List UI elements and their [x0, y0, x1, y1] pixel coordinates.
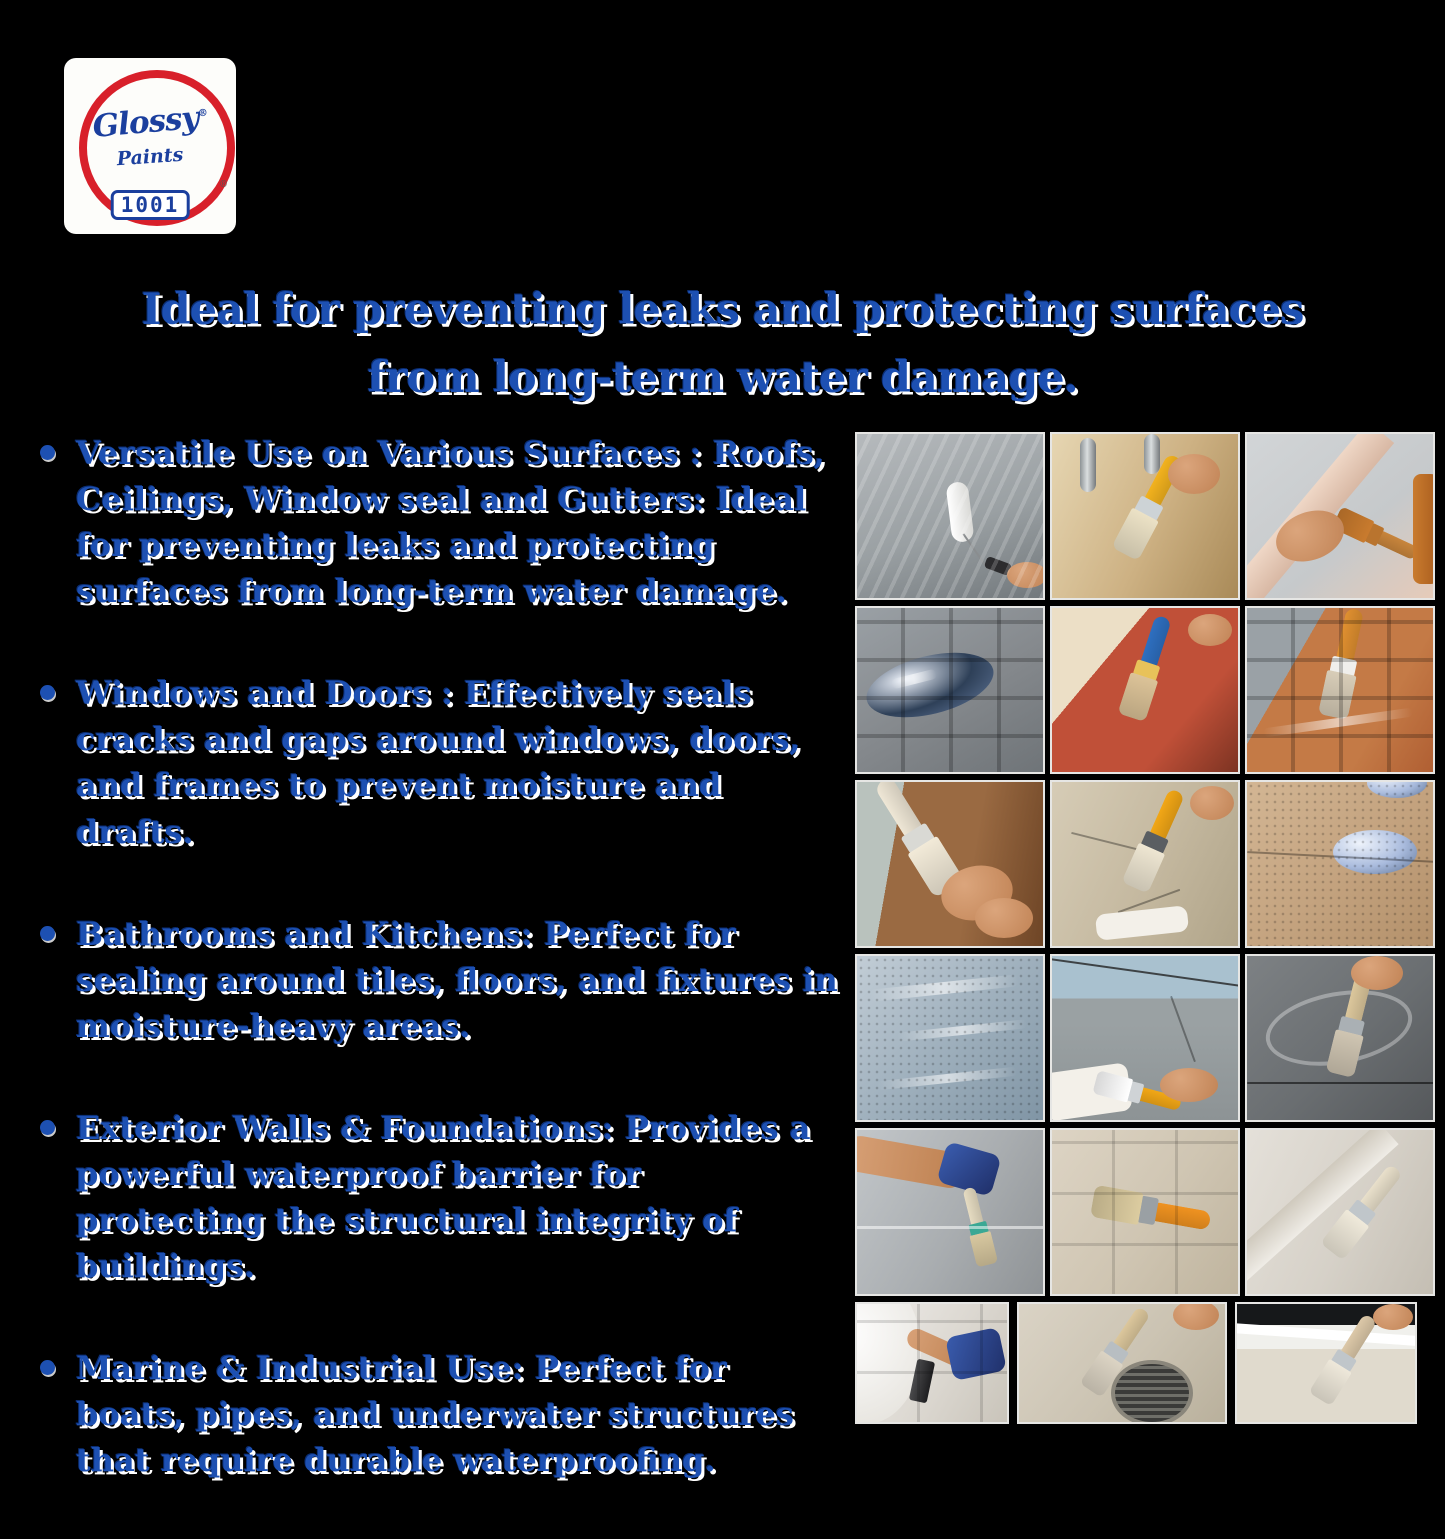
bullet-text-bathrooms-kitchens: Bathrooms and Kitchens: Perfect for sealing around tiles, floors, and fixtures in moisture-heavy areas.	[76, 914, 838, 1045]
photo-wood-brush-concrete-corner	[1245, 432, 1435, 600]
gloss-highlight	[890, 669, 937, 690]
photo-sealing-toilet-base	[855, 1302, 1009, 1424]
roller-handle	[984, 556, 1013, 576]
bullet-dot-icon	[40, 1360, 55, 1375]
paint-brush-icon	[1298, 1307, 1388, 1418]
bullet-text-marine-industrial: Marine & Industrial Use: Perfect for boats, pipes, and underwater structures that require durable waterproofing.	[76, 1349, 794, 1480]
list-item	[40, 430, 840, 614]
hand	[1168, 454, 1220, 494]
paint-brush-icon	[1078, 1175, 1214, 1245]
hand	[1190, 786, 1234, 820]
paint-brush-icon	[1108, 611, 1185, 734]
photo-grid	[855, 432, 1437, 1424]
photo-brush-brick-tiles	[1245, 606, 1435, 774]
crack-line	[1170, 996, 1196, 1062]
gloss-highlight	[1263, 708, 1413, 738]
hand	[1160, 1068, 1218, 1102]
white-sealant-patch	[1095, 905, 1189, 940]
photo-brush-cracked-wall-sky	[1050, 954, 1240, 1122]
photo-yellow-brush-deck	[1050, 432, 1240, 600]
logo-sub-text: Paints	[116, 143, 184, 171]
list-item	[40, 911, 840, 1049]
gloss-highlight	[897, 1019, 1027, 1042]
hand	[975, 898, 1033, 938]
photo-brush-beige-tiles	[1050, 1128, 1240, 1296]
bullet-dot-icon	[40, 685, 55, 700]
bullet-dot-icon	[40, 445, 55, 460]
photo-roller-grey-wall	[855, 432, 1045, 600]
hand	[1007, 562, 1045, 588]
surface-edge	[857, 1226, 1045, 1229]
registered-mark-icon: ®	[219, 180, 228, 190]
toilet-base	[855, 1302, 921, 1424]
photo-white-brush-door-frame	[855, 780, 1045, 948]
headline-line-2: from long-term water damage.	[367, 352, 1078, 403]
power-line	[1050, 957, 1240, 988]
paint-brush-icon	[953, 1184, 1005, 1276]
bullet-dot-icon	[40, 926, 55, 941]
bullet-text-versatile-use: Versatile Use on Various Surfaces : Roofs, Ceilings, Window seal and Gutters: Ideal for preventing leaks and protecting surfaces from long-term water damage.	[76, 434, 825, 611]
hand	[1188, 614, 1232, 646]
photo-brush-cracked-windowsill	[1050, 780, 1240, 948]
bullet-text-windows-doors: Windows and Doors : Effectively seals cracks and gaps around windows, doors, and frames to prevent moisture and drafts.	[76, 674, 801, 851]
roller-wire	[963, 533, 990, 570]
bullet-list	[40, 430, 840, 1539]
joint-line	[1247, 851, 1435, 863]
bullet-dot-icon	[40, 1120, 55, 1135]
bullet-text-exterior-walls: Exterior Walls & Foundations: Provides a powerful waterproof barrier for protecting the structural integrity of buildings.	[76, 1108, 811, 1286]
logo-brand-word: Glossy	[91, 99, 200, 145]
registered-mark-icon: ®	[197, 107, 208, 120]
list-item	[40, 1105, 840, 1289]
photo-sealant-brick-ledge	[855, 606, 1045, 774]
photo-grid-row-6	[855, 1302, 1437, 1424]
photo-blue-blob-granite	[1245, 780, 1435, 948]
logo-1001-badge: 1001	[111, 190, 190, 220]
hand	[1173, 1302, 1219, 1330]
sealant-blob-icon	[1333, 830, 1417, 874]
headline	[0, 277, 1445, 413]
paint-brush-icon	[1309, 606, 1378, 731]
brand-logo	[64, 58, 236, 234]
photo-clear-coated-slab	[855, 954, 1045, 1122]
hand	[1373, 1304, 1413, 1330]
steel-post-icon	[1080, 438, 1096, 492]
photo-brush-window-sill	[1235, 1302, 1417, 1424]
photo-gloved-hand-brush	[855, 1128, 1045, 1296]
paint-roller-icon	[945, 481, 974, 543]
list-item	[40, 670, 840, 854]
hand	[1351, 956, 1403, 990]
gloss-highlight	[869, 974, 1019, 1002]
sealant-tube	[909, 1359, 935, 1404]
photo-grid-rows-1-5	[855, 432, 1437, 1296]
photo-blue-brush-red-beam	[1050, 606, 1240, 774]
arm	[904, 1326, 980, 1374]
list-item	[40, 1345, 840, 1483]
sealant-blob-icon	[860, 641, 1000, 729]
headline-line-1: Ideal for preventing leaks and protecting surfaces	[141, 284, 1304, 335]
photo-brush-floor-drain	[1017, 1302, 1227, 1424]
photo-brush-tub-edge	[1245, 1128, 1435, 1296]
jeans	[945, 1327, 1007, 1381]
gloss-highlight	[877, 1067, 1017, 1091]
sealant-blob-icon	[1367, 780, 1427, 798]
photo-brush-grey-tile	[1245, 954, 1435, 1122]
orange-coating	[1413, 474, 1435, 584]
